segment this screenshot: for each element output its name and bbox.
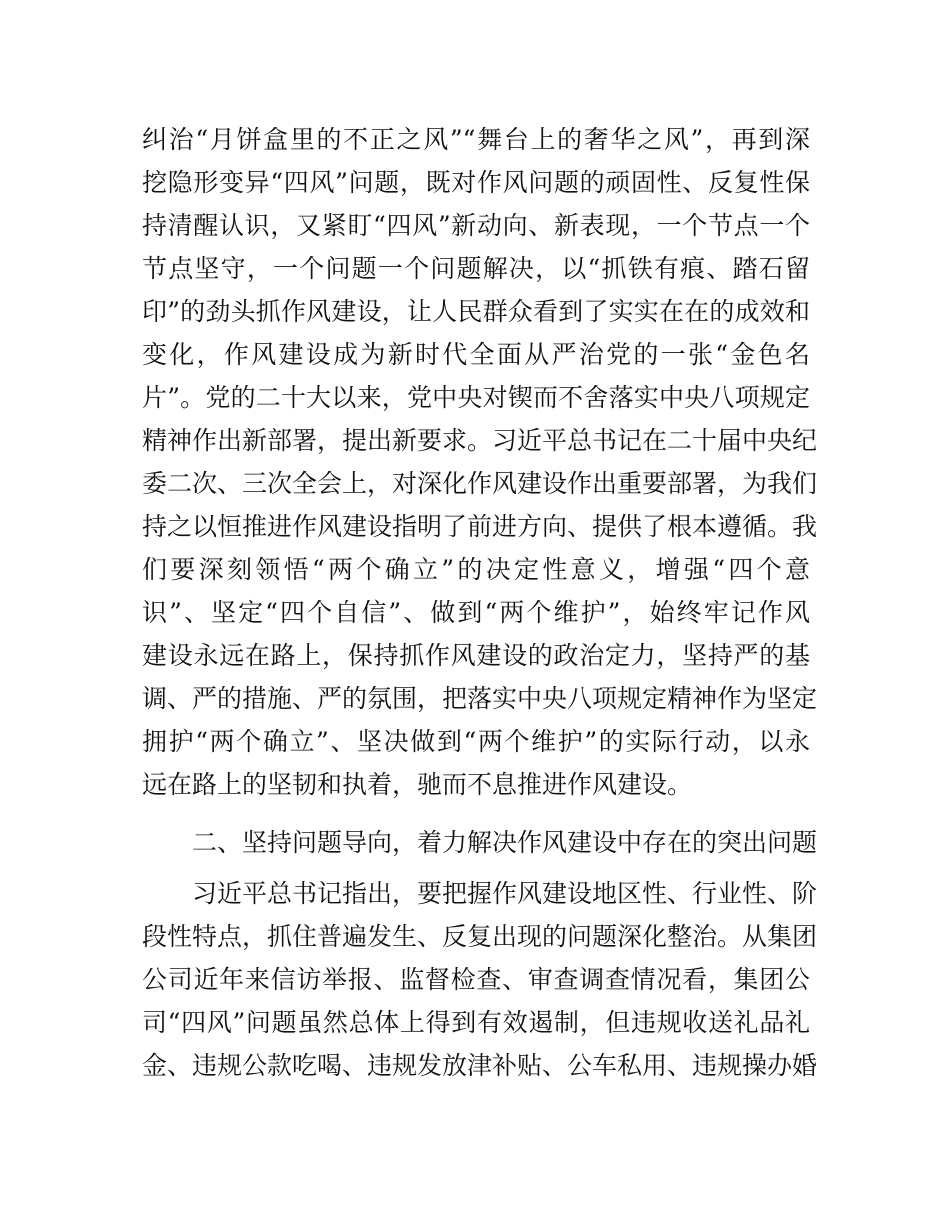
paragraph-line: 挖隐形变异“四风”问题，既对作风问题的顽固性、反复性保 [142,168,810,197]
paragraph-line: 们要深刻领悟“两个确立”的决定性意义，增强“四个意 [142,555,810,584]
paragraph-line: 远在路上的坚韧和执着，驰而不息推进作风建设。 [142,770,693,799]
paragraph-line: 节点坚守，一个问题一个问题解决，以“抓铁有痕、踏石留 [142,254,810,283]
paragraph-line: 习近平总书记指出，要把握作风建设地区性、行业性、阶 [192,879,818,908]
paragraph-line: 持之以恒推进作风建设指明了前进方向、提供了根本遵循。我 [142,512,818,541]
paragraph-line: 片”。党的二十大以来，党中央对锲而不舍落实中央八项规定 [142,383,810,412]
paragraph-line: 持清醒认识，又紧盯“四风”新动向、新表现，一个节点一个 [142,211,810,240]
paragraph-line: 委二次、三次全会上，对深化作风建设作出重要部署，为我们 [142,469,818,498]
paragraph-line: 精神作出新部署，提出新要求。习近平总书记在二十届中央纪 [142,426,818,455]
paragraph-line: 司“四风”问题虽然总体上得到有效遏制，但违规收送礼品礼 [142,1008,810,1037]
paragraph-line: 调、严的措施、严的氛围，把落实中央八项规定精神作为坚定 [142,684,818,713]
paragraph-line: 纠治“月饼盒里的不正之风”“舞台上的奢华之风”，再到深 [142,125,810,154]
paragraph-line: 拥护“两个确立”、坚决做到“两个维护”的实际行动，以永 [142,727,810,756]
section-heading: 二、坚持问题导向，着力解决作风建设中存在的突出问题 [192,828,818,857]
paragraph-line: 金、违规公款吃喝、违规发放津补贴、公车私用、违规操办婚 [142,1051,818,1080]
paragraph-line: 段性特点，抓住普遍发生、反复出现的问题深化整治。从集团 [142,922,818,951]
paragraph-line: 印”的劲头抓作风建设，让人民群众看到了实实在在的成效和 [142,297,810,326]
paragraph-line: 建设永远在路上，保持抓作风建设的政治定力，坚持严的基 [142,641,810,670]
paragraph-line: 变化，作风建设成为新时代全面从严治党的一张“金色名 [142,340,810,369]
paragraph-line: 公司近年来信访举报、监督检查、审查调查情况看，集团公 [142,965,810,994]
paragraph-line: 识”、坚定“四个自信”、做到“两个维护”，始终牢记作风 [142,598,810,627]
